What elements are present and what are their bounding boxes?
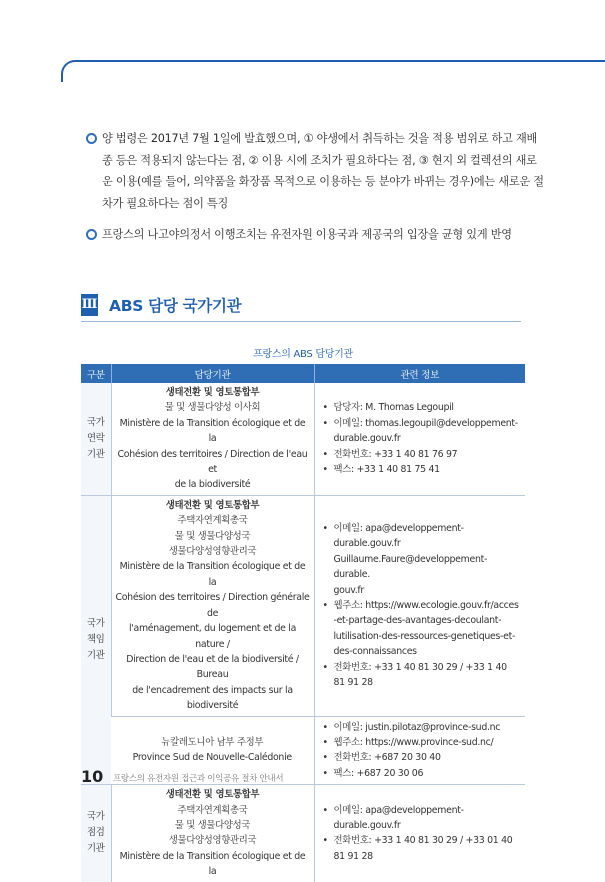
page-number: 10 — [81, 767, 104, 786]
agency-line: Province Sud de Nouvelle-Calédonie — [132, 752, 292, 764]
agency-line: 뉴칼레도니아 남부 주정부 — [161, 736, 264, 748]
agency-cell — [111, 785, 314, 882]
bullet-dot-icon: • — [322, 522, 328, 534]
contact-item — [323, 521, 520, 598]
category-line: 기관 — [86, 448, 105, 460]
agency-line: biodiversité — [186, 700, 239, 712]
bullet-text: 양 법령은 2017년 7월 1일에 발효했으며, ① 야생에서 취득하는 것을 적용 범위로 하고 재배종 등은 적용되지 않는다는 점, ② 이용 시에 조치가 필요하다는 점, ③ 현지 외 컬렉션의 새로운 이용(예를 들어, 의약품을 화장품 목적으로 이용하는 등 분야가 바뀌는 경우)에는 새로운 절차가 필요하다는 점이 특징 — [102, 132, 544, 210]
contact-line: 웹주소: https://www.province-sud.nc/ — [333, 736, 494, 748]
contact-cell — [314, 495, 525, 716]
contact-line: 전화번호: +33 1 40 81 30 29 / +33 1 40 81 91 28 — [333, 661, 507, 689]
contact-item — [323, 720, 520, 735]
bullet-item — [86, 224, 546, 246]
agency-cell — [111, 383, 314, 495]
bullet-circle-icon — [86, 133, 97, 144]
category-line: 점검 — [86, 827, 105, 839]
contact-line: 전화번호: +687 20 30 40 — [333, 752, 441, 764]
agency-line: 생물다양성영향관리국 — [168, 546, 257, 558]
contact-line: gouv.fr — [333, 584, 364, 596]
table-body — [81, 383, 525, 882]
bullet-dot-icon: • — [322, 721, 328, 733]
contact-item — [323, 416, 520, 447]
agency-line: 생물다양성영향관리국 — [168, 835, 257, 847]
contact-item — [323, 598, 520, 660]
bullet-dot-icon: • — [322, 736, 328, 748]
contact-item — [323, 447, 520, 462]
section-heading — [81, 290, 521, 322]
agency-line: de l'encadrement des impacts sur la — [132, 684, 293, 696]
contact-item — [323, 660, 520, 691]
category-line: 연락 — [86, 432, 105, 444]
agency-line: 주택자연계획총국 — [177, 804, 248, 816]
contact-line: durable.gouv.fr — [333, 433, 401, 445]
section-rule — [81, 321, 521, 322]
agency-line: Direction de l'eau et de la biodiversité / Bureau — [126, 653, 299, 681]
bullet-dot-icon: • — [322, 767, 328, 779]
header-category: 구분 — [81, 364, 111, 383]
bullet-dot-icon: • — [322, 402, 328, 414]
header-agency: 담당기관 — [111, 364, 314, 383]
agency-line: Ministère de la Transition écologique et de la — [119, 561, 306, 588]
category-cell — [81, 383, 111, 495]
contact-line: -et-partage-des-avantages-decoulant- — [333, 615, 502, 627]
header-info: 관련 정보 — [314, 364, 525, 383]
agency-line: Cohésion des territoires / Direction de l'eau et — [117, 448, 308, 476]
agency-line: 물 및 생물다양성국 — [174, 819, 251, 831]
contact-line: 웹주소: https://www.ecologie.gouv.fr/acces — [333, 599, 519, 611]
section-title: ABS 담당 국가기관 — [109, 297, 242, 315]
contact-line: 전화번호: +33 1 40 81 30 29 / +33 01 40 81 91 28 — [333, 835, 513, 862]
agency-name: 생태전환 및 영토통합부 — [165, 387, 260, 398]
agency-name: 생태전환 및 영토통합부 — [165, 789, 260, 801]
category-line: 국가 — [86, 811, 105, 823]
contact-item — [323, 803, 520, 834]
contact-cell — [314, 383, 525, 495]
contact-line: 이메일: apa@developpement-durable.gouv.fr — [333, 804, 464, 831]
agency-line: de la biodiversité — [174, 479, 251, 491]
section-number: Ⅲ — [81, 294, 98, 316]
contact-line: lutilisation-des-ressources-genetiques-et- — [333, 630, 516, 642]
category-line: 국가 — [86, 416, 105, 428]
bullet-dot-icon: • — [322, 835, 328, 847]
bullet-item — [86, 128, 546, 214]
agency-line: Ministère de la Transition écologique et de la — [119, 850, 306, 878]
bullet-circle-icon — [86, 229, 97, 240]
agency-line: 물 및 생물다양성국 — [174, 530, 251, 542]
contact-item — [323, 735, 520, 750]
contact-line: 이메일: justin.pilotaz@province-sud.nc — [333, 721, 501, 733]
category-cell — [81, 785, 111, 882]
contact-line: 팩스: +687 20 30 06 — [333, 767, 424, 779]
bullet-dot-icon: • — [322, 599, 328, 611]
agency-line: 물 및 생물다양성 이사회 — [164, 402, 261, 414]
contact-line: 이메일: thomas.legoupil@developpement- — [333, 417, 518, 429]
abs-agency-table — [81, 364, 525, 882]
agency-line: Cohésion des territoires / Direction générale de — [115, 592, 310, 619]
contact-item — [323, 750, 520, 765]
contact-line: 팩스: +33 1 40 81 75 41 — [333, 464, 440, 476]
contact-item — [323, 833, 520, 864]
table-header-row — [81, 364, 525, 383]
contact-line: des-connaissances — [333, 646, 417, 658]
bullet-list — [86, 128, 546, 246]
contact-item — [323, 766, 520, 781]
agency-name: 생태전환 및 영토통합부 — [165, 499, 260, 511]
contact-item — [323, 462, 520, 477]
table-row — [81, 495, 525, 716]
agency-line: 주택자연계획총국 — [177, 515, 248, 527]
contact-item — [323, 400, 520, 415]
bullet-dot-icon: • — [322, 661, 328, 673]
category-cell — [81, 495, 111, 784]
contact-line: 전화번호: +33 1 40 81 76 97 — [333, 448, 458, 460]
category-line: 국가 — [86, 618, 105, 629]
contact-line: 이메일: apa@developpement-durable.gouv.fr — [333, 522, 464, 550]
category-line: 기관 — [86, 650, 105, 661]
footer-title: 프랑스의 유전자원 접근과 이익공유 절차 안내서 — [113, 774, 284, 784]
table-caption: 프랑스의 ABS 담당기관 — [253, 349, 353, 360]
agency-line: Ministère de la Transition écologique et de la — [119, 417, 306, 445]
bullet-dot-icon: • — [322, 752, 328, 764]
category-line: 기관 — [86, 843, 105, 855]
bullet-dot-icon: • — [322, 464, 328, 476]
bullet-dot-icon: • — [322, 417, 328, 429]
contact-line: Guillaume.Faure@developpement-durable. — [333, 553, 488, 581]
page-corner-frame — [61, 60, 605, 82]
category-line: 책임 — [86, 634, 105, 645]
table-row — [81, 383, 525, 495]
bullet-dot-icon: • — [322, 448, 328, 460]
table-row — [81, 785, 525, 882]
contact-cell — [314, 785, 525, 882]
bullet-dot-icon: • — [322, 804, 328, 816]
contact-cell — [314, 716, 525, 785]
contact-line: 담당자: M. Thomas Legoupil — [333, 402, 454, 414]
bullet-text: 프랑스의 나고야의정서 이행조치는 유전자원 이용국과 제공국의 입장을 균형 있게 반영 — [102, 228, 512, 242]
agency-line: l'aménagement, du logement et de la nature / — [128, 623, 297, 650]
agency-cell — [111, 495, 314, 716]
